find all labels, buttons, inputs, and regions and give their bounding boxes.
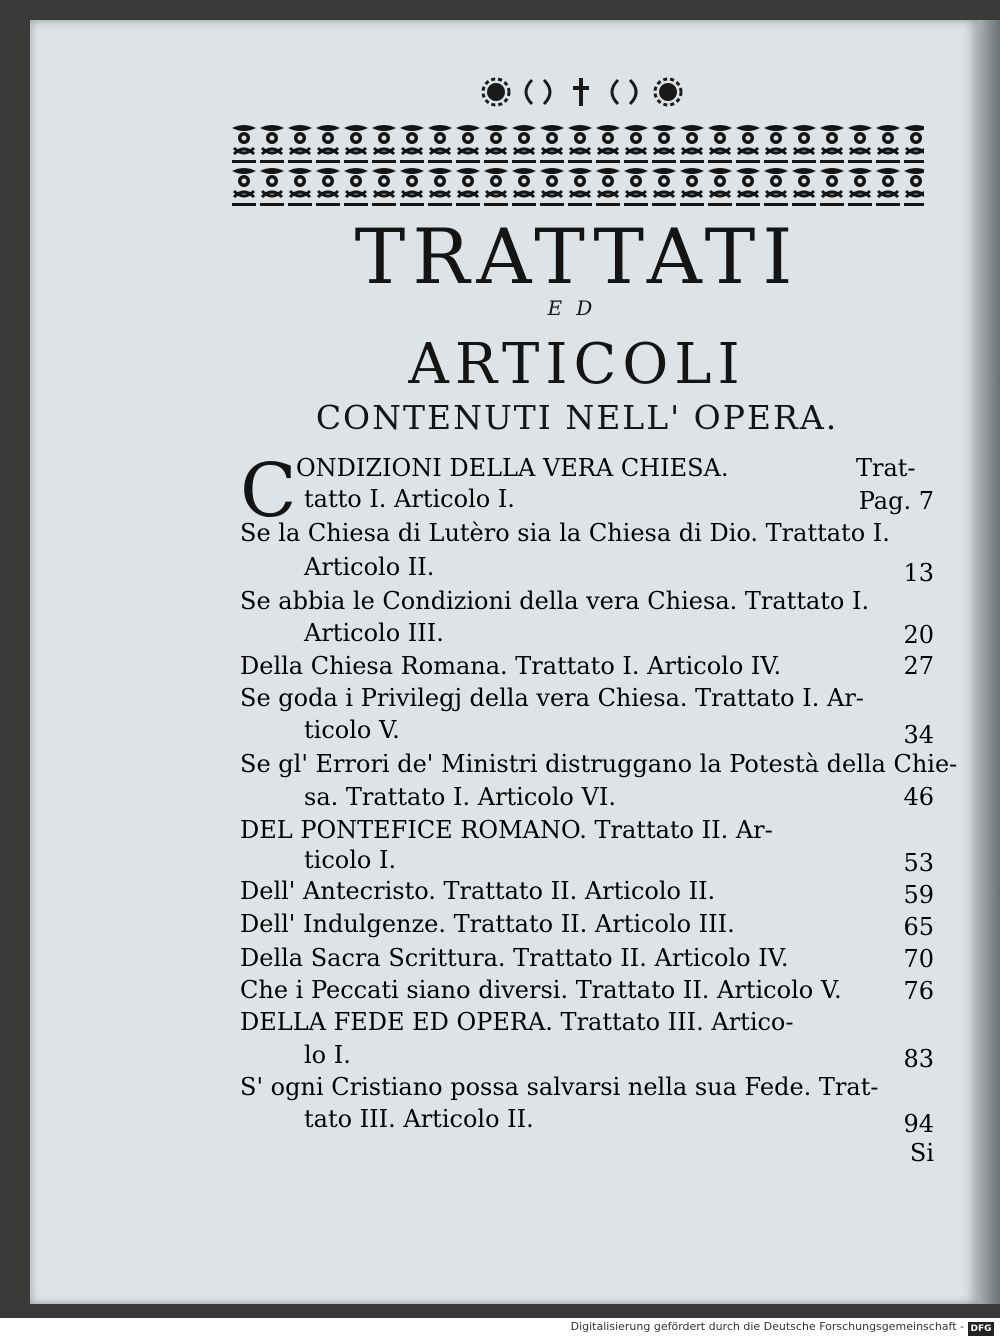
title-conjunction: ED xyxy=(547,296,607,320)
toc-line: Articolo III. xyxy=(304,619,444,647)
toc-page-number: 53 xyxy=(903,849,934,877)
toc-line: DELLA FEDE ED OPERA. Trattato III. Artico- xyxy=(240,1008,794,1036)
catchword: Si xyxy=(909,1139,934,1167)
ornament-fleuron-row xyxy=(478,74,688,110)
toc-line: ticolo I. xyxy=(304,846,397,874)
toc-line: Della Chiesa Romana. Trattato I. Articolo IV. xyxy=(240,652,782,680)
toc-line: Se la Chiesa di Lutèro sia la Chiesa di Dio. Trattato I. xyxy=(240,519,890,547)
toc-page-number: 65 xyxy=(903,913,934,941)
toc-line: DEL PONTEFICE ROMANO. Trattato II. Ar- xyxy=(240,816,773,844)
ornamental-band xyxy=(230,122,924,208)
contents-heading: CONTENUTI NELL' OPERA. xyxy=(315,398,839,437)
toc-line: Se gl' Errori de' Ministri distruggano la Potestà della Chie- xyxy=(240,750,958,778)
page-title: TRATTATI xyxy=(354,212,800,301)
toc-page-number: 34 xyxy=(903,721,934,749)
toc-line: ticolo V. xyxy=(304,716,400,744)
toc-line: S' ogni Cristiano possa salvarsi nella sua Fede. Trat- xyxy=(240,1073,879,1101)
toc-line: Della Sacra Scrittura. Trattato II. Articolo IV. xyxy=(240,944,789,972)
toc-page-number: 46 xyxy=(903,783,934,811)
toc-line: Che i Peccati siano diversi. Trattato II. Articolo V. xyxy=(240,976,842,1004)
toc-page-number: 59 xyxy=(903,881,934,909)
toc-line: tatto I. Articolo I. xyxy=(304,485,515,513)
toc-page-number: 13 xyxy=(903,559,934,587)
page-subtitle: ARTICOLI xyxy=(408,332,746,397)
toc-line: Se abbia le Condizioni della vera Chiesa. Trattato I. xyxy=(240,587,870,615)
toc-line: Dell' Indulgenze. Trattato II. Articolo III. xyxy=(240,910,735,938)
toc-page-number: 20 xyxy=(903,621,934,649)
toc-page-number: 70 xyxy=(903,945,934,973)
book-edge xyxy=(978,20,1000,1304)
toc-page-number: 76 xyxy=(903,977,934,1005)
toc-line: lo I. xyxy=(304,1041,351,1069)
toc-page-number: 27 xyxy=(903,652,934,680)
toc-line: Trat- xyxy=(856,454,916,482)
toc-line: Dell' Antecristo. Trattato II. Articolo II. xyxy=(240,877,716,905)
toc-page-number: 94 xyxy=(903,1110,934,1138)
toc-line: sa. Trattato I. Articolo VI. xyxy=(304,783,616,811)
toc-page-number: Pag. 7 xyxy=(858,487,934,515)
toc-page-number: 83 xyxy=(903,1045,934,1073)
footer-credit: Digitalisierung gefördert durch die Deutsche Forschungsgemeinschaft - xyxy=(570,1320,964,1333)
toc-line: Articolo II. xyxy=(304,553,435,581)
toc-line: Se goda i Privilegj della vera Chiesa. Trattato I. Ar- xyxy=(240,684,864,712)
toc-line: tato III. Articolo II. xyxy=(304,1105,534,1133)
drop-capital: C xyxy=(240,448,297,534)
dfg-logo: DFG xyxy=(968,1322,994,1336)
toc-line: ONDIZIONI DELLA VERA CHIESA. xyxy=(296,454,729,482)
